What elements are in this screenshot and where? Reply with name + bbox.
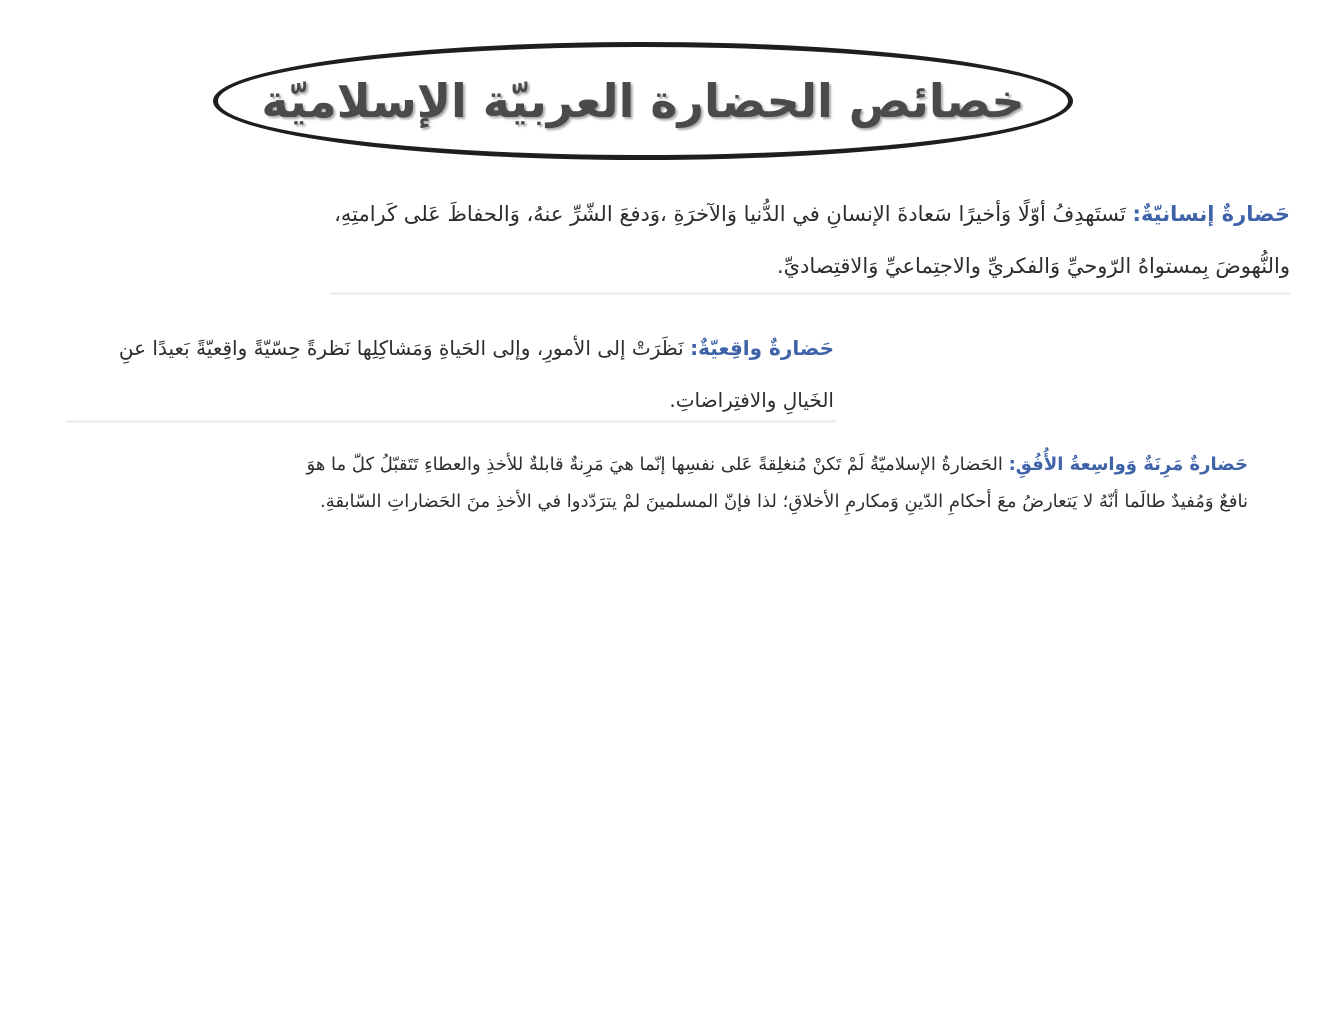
page-title: خصائص الحضارة العربيّة الإسلاميّة	[261, 74, 1025, 128]
scan-divider	[66, 420, 836, 423]
paragraph-label: حَضارةٌ إنسانيّةٌ:	[1132, 202, 1290, 226]
scan-divider	[330, 292, 1290, 295]
paragraph-text: نَظَرَتْ إلى الأمورِ، وإلى الحَياةِ وَمَشاكِلِها نَظرةً حِسّيّةً واقِعيّةً بَعيدًا عنِ الخَيالِ والافتِراضاتِ.	[118, 336, 834, 412]
paragraph-humanitarian	[330, 188, 1290, 292]
title-oval	[213, 42, 1073, 160]
paragraph-realistic	[66, 322, 834, 426]
paragraph-text: الحَضارةُ الإسلاميّةُ لَمْ تَكنْ مُنغلِقةً عَلى نفسِها إنّما هيَ مَرِنةٌ قابلةٌ للأخذِ والعطاءِ تَتَقبّلُ كلّ ما هوَ نافعٌ وَمُفيدٌ طالَما أنّهُ لا يَتعارضُ معَ أحكامِ الدّينِ وَمكارمِ الأخلاقِ؛ لذا فإنّ المسلمينَ لمْ يترَدّدوا في الأخذِ منَ الحَضاراتِ السّابقةِ.	[306, 454, 1248, 512]
paragraph-label: حَضارةٌ واقِعيّةٌ:	[690, 336, 834, 360]
paragraph-flexible	[298, 446, 1248, 520]
paragraph-text: تَستَهدِفُ أوّلًا وَأخيرًا سَعادةَ الإنسانِ في الدُّنيا وَالآخرَةِ ،وَدفعَ الشّرِّ عنهُ، وَالحفاظَ عَلى كَرامتِهِ، والنُّهوضَ بِمستواهُ الرّوحيِّ وَالفكريِّ والاجتِماعيِّ وَالاقتِصاديِّ.	[334, 202, 1290, 278]
paragraph-label: حَضارةٌ مَرِنَةٌ وَواسِعةُ الأُفُقِ:	[1008, 454, 1248, 475]
